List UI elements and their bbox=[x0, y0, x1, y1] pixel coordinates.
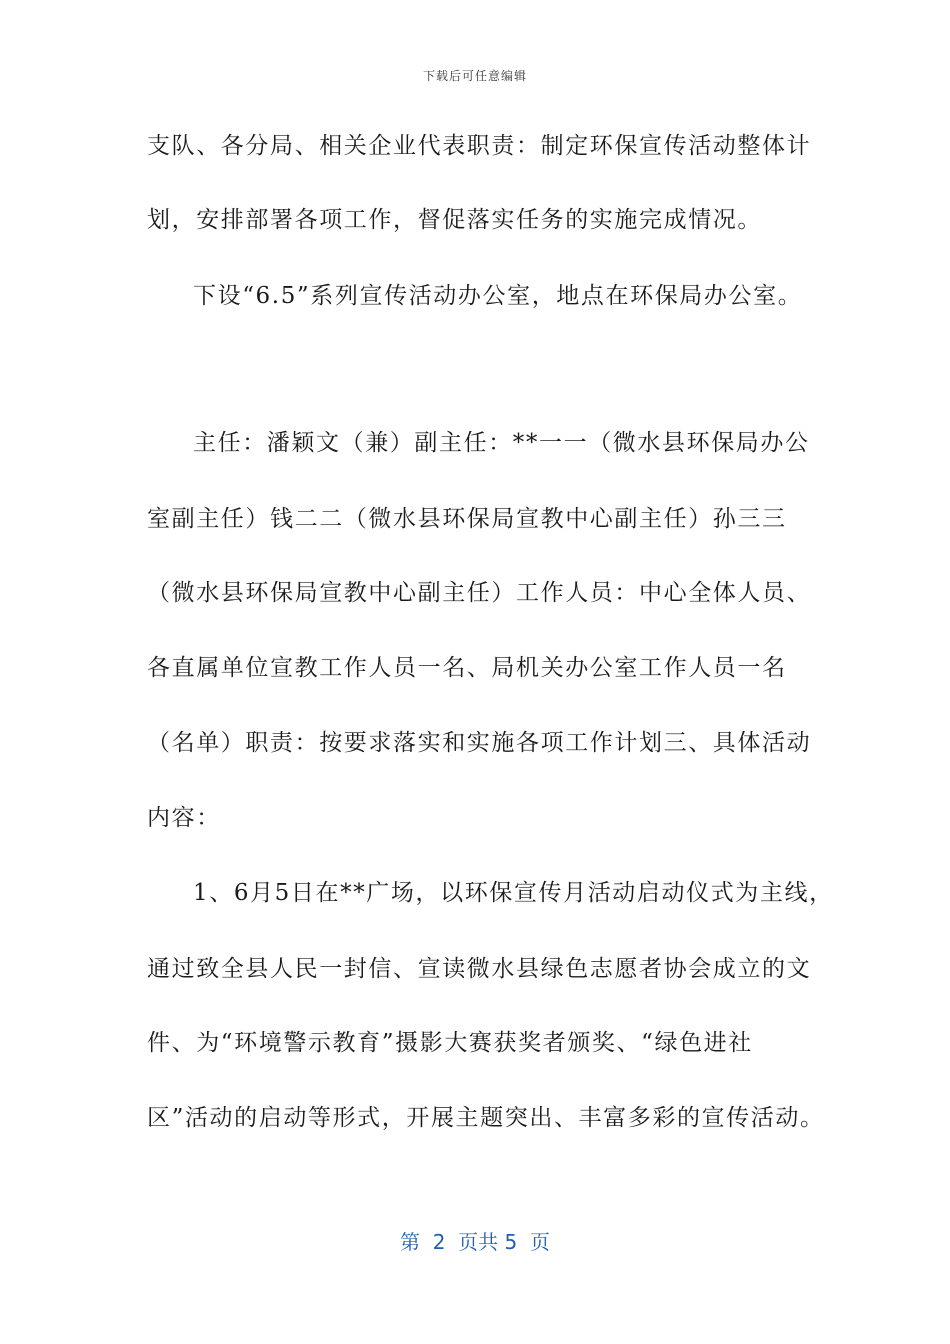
paragraph-line: 1、6月5日在**广场，以环保宣传月活动启动仪式为主线， bbox=[193, 880, 834, 906]
paragraph-line: 划，安排部署各项工作，督促落实任务的实施完成情况。 bbox=[147, 207, 762, 233]
paragraph-line: 区”活动的启动等形式，开展主题突出、丰富多彩的宣传活动。 bbox=[147, 1105, 825, 1131]
paragraph-line: （名单）职责：按要求落实和实施各项工作计划三、具体活动 bbox=[147, 730, 812, 756]
paragraph-line: 室副主任）钱二二（微水县环保局宣教中心副主任）孙三三 bbox=[147, 506, 787, 532]
header-note: 下载后可任意编辑 bbox=[422, 69, 527, 83]
paragraph-line: 下设“6.5”系列宣传活动办公室，地点在环保局办公室。 bbox=[193, 283, 803, 309]
paragraph-line: （微水县环保局宣教中心副主任）工作人员：中心全体人员、 bbox=[147, 580, 812, 606]
paragraph-line: 内容： bbox=[147, 805, 221, 831]
paragraph-line: 支队、各分局、相关企业代表职责：制定环保宣传活动整体计 bbox=[147, 133, 812, 159]
paragraph-line: 各直属单位宣教工作人员一名、局机关办公室工作人员一名 bbox=[147, 655, 787, 681]
paragraph-line: 通过致全县人民一封信、宣读微水县绿色志愿者协会成立的文 bbox=[147, 956, 812, 982]
paragraph-line: 件、为“环境警示教育”摄影大赛获奖者颁奖、“绿色进社 bbox=[147, 1030, 753, 1056]
page-number: 第 2 页共 5 页 bbox=[400, 1230, 550, 1254]
paragraph-line: 主任：潘颖文（兼）副主任：**一一（微水县环保局办公 bbox=[193, 430, 810, 456]
